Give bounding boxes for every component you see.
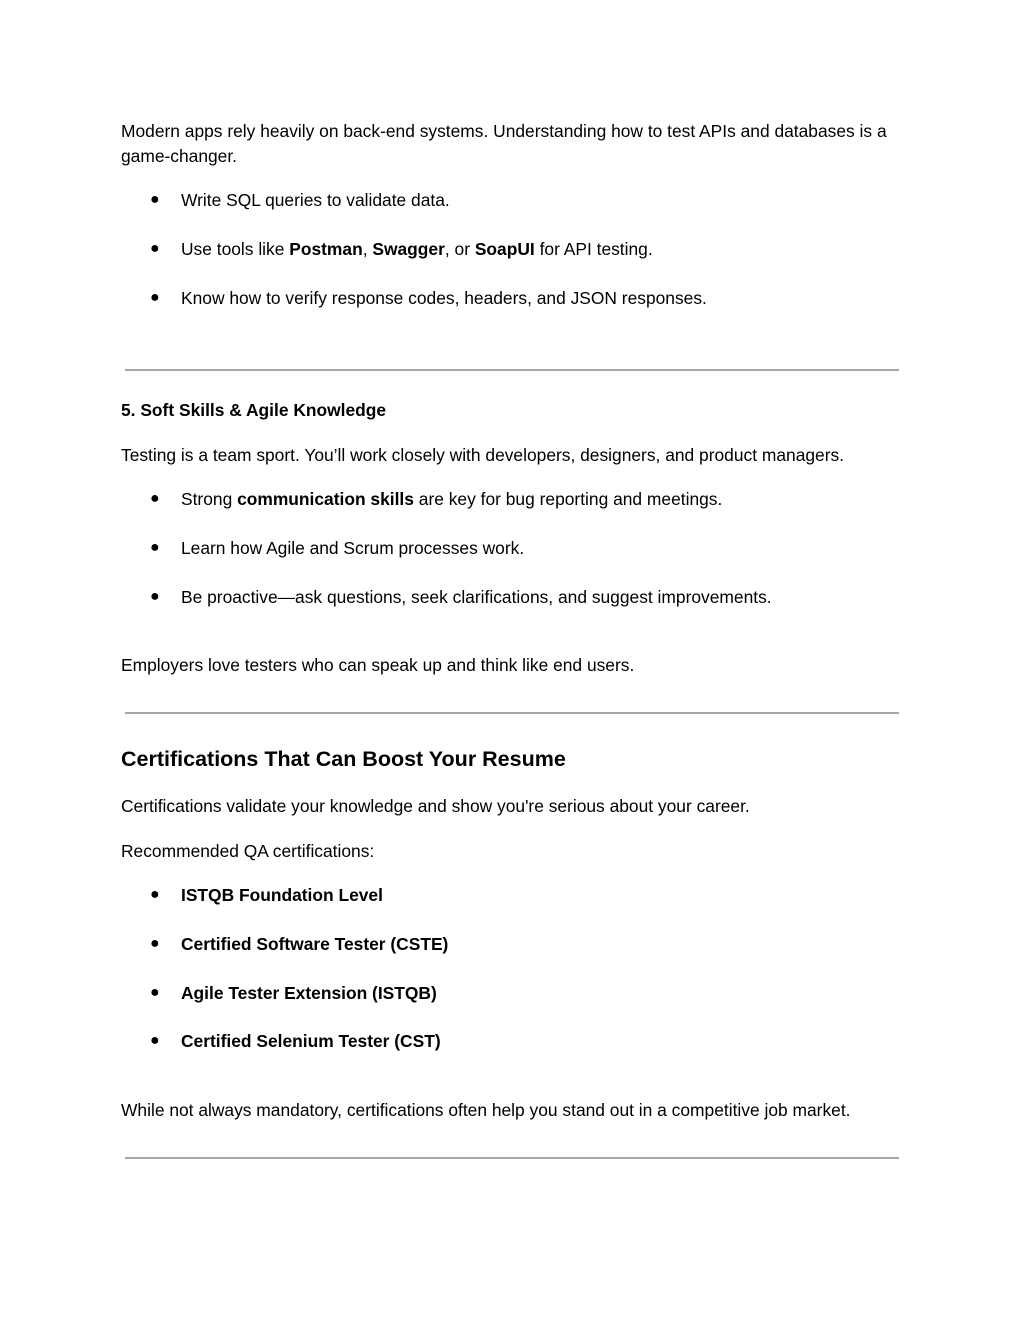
section-title: Certifications That Can Boost Your Resume (121, 747, 566, 771)
bullet-icon: ● (150, 886, 160, 903)
certifications-paragraph: Certifications validate your knowledge and show you're serious about your career. (121, 796, 750, 816)
list-item-text: Know how to verify response codes, headers, and JSON responses. (181, 288, 707, 308)
bullet-icon: ● (150, 490, 160, 507)
text-segment: are key for bug reporting and meetings. (413, 489, 723, 509)
bullet-icon: ● (150, 984, 160, 1001)
section-heading: 5. Soft Skills & Agile Knowledge (121, 400, 387, 420)
bullet-icon: ● (150, 240, 160, 257)
bullet-icon: ● (150, 588, 160, 605)
list-item-text: Be proactive—ask questions, seek clarifications, and suggest improvements. (181, 587, 772, 607)
certification-name: Certified Software Tester (CSTE) (181, 934, 449, 954)
list-item-text: Learn how Agile and Scrum processes work. (181, 538, 525, 558)
tool-name-swagger: Swagger (372, 239, 445, 259)
emphasis-text: communication skills (237, 489, 414, 509)
certifications-closing: While not always mandatory, certifications often help you stand out in a competitive job market. (121, 1100, 851, 1120)
tool-name-postman: Postman (289, 239, 363, 259)
horizontal-divider (125, 712, 899, 714)
list-item-text (181, 238, 653, 260)
text-segment: , or (444, 239, 475, 259)
horizontal-divider (125, 1157, 899, 1159)
list-item-text: Write SQL queries to validate data. (181, 190, 450, 210)
soft-skills-paragraph: Testing is a team sport. You’ll work closely with developers, designers, and product managers. (121, 445, 845, 465)
bullet-icon: ● (150, 191, 160, 208)
tool-name-soapui: SoapUI (474, 239, 535, 259)
intro-paragraph: Modern apps rely heavily on back-end systems. Understanding how to test APIs and databases is a game-changer. (121, 121, 887, 166)
bullet-icon: ● (150, 1032, 160, 1049)
certification-name: Certified Selenium Tester (CST) (181, 1031, 441, 1051)
list-item-text (181, 488, 722, 510)
soft-skills-closing: Employers love testers who can speak up and think like end users. (121, 655, 635, 675)
text-segment: Use tools like (181, 239, 290, 259)
text-segment: Strong (181, 489, 238, 509)
bullet-icon: ● (150, 935, 160, 952)
text-segment: , (362, 239, 373, 259)
certification-name: ISTQB Foundation Level (181, 885, 383, 905)
bullet-icon: ● (150, 539, 160, 556)
certifications-lead: Recommended QA certifications: (121, 841, 375, 861)
text-segment: for API testing. (534, 239, 653, 259)
bullet-icon: ● (150, 289, 160, 306)
horizontal-divider (125, 369, 899, 371)
certification-name: Agile Tester Extension (ISTQB) (181, 983, 437, 1003)
